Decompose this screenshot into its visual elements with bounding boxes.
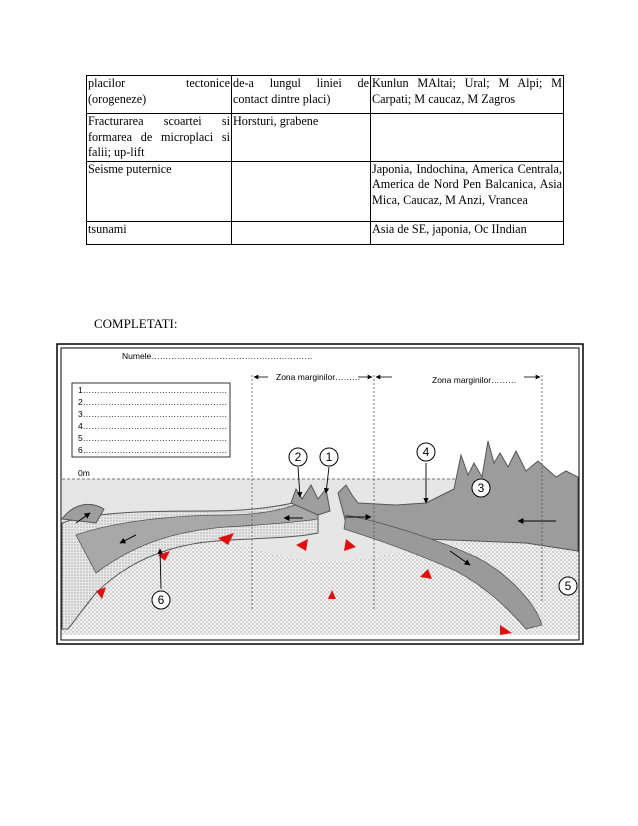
name-field: Numele………………………………………………… <box>122 351 313 361</box>
table-cell: de-a lungul liniei de contact dintre placi) <box>232 76 371 114</box>
table-cell <box>232 221 371 244</box>
exercise-heading: COMPLETATI: <box>94 316 178 331</box>
table-row <box>87 114 564 162</box>
answer-line-1: 1…………………………………………… <box>78 385 228 395</box>
table-cell: tsunami <box>87 221 232 244</box>
sea-level-label: 0m <box>78 468 90 478</box>
table-cell: Japonia, Indochina, America Centrala, America de Nord Pen Balcanica, Asia Mica, Caucaz, M Anzi, Vrancea <box>371 161 564 221</box>
callout-label-2: 2 <box>294 450 302 464</box>
table-row <box>87 161 564 221</box>
answer-line-6: 6…………………………………………… <box>78 445 228 455</box>
callout-label-5: 5 <box>564 579 572 593</box>
table-cell: Asia de SE, japonia, Oc IIndian <box>371 221 564 244</box>
table-cell: Kunlun MAltai; Ural; M Alpi; M Carpati; M caucaz, M Zagros <box>371 76 564 114</box>
table-cell: Seisme puternice <box>87 161 232 221</box>
answer-line-4: 4…………………………………………… <box>78 421 228 431</box>
callout-label-6: 6 <box>157 593 165 607</box>
answer-line-3: 3…………………………………………… <box>78 409 228 419</box>
plate-tectonics-diagram <box>56 343 584 645</box>
answer-line-2: 2…………………………………………… <box>78 397 228 407</box>
table-cell: Horsturi, grabene <box>232 114 371 162</box>
callout-label-4: 4 <box>422 445 430 459</box>
info-table <box>86 75 564 245</box>
callout-label-1: 1 <box>325 450 333 464</box>
zone-label-2: Zona marginilor……… <box>432 375 517 385</box>
answer-line-5: 5…………………………………………… <box>78 433 228 443</box>
table-cell: placilor tectonice (orogeneze) <box>87 76 232 114</box>
zone-label-1: Zona marginilor……… <box>276 372 361 382</box>
table-row <box>87 76 564 114</box>
table-cell <box>232 161 371 221</box>
table-row <box>87 221 564 244</box>
callout-label-3: 3 <box>477 481 485 495</box>
table-cell: Fracturarea scoartei si formarea de microplaci si falii; up-lift <box>88 114 230 159</box>
table-cell <box>371 114 564 162</box>
